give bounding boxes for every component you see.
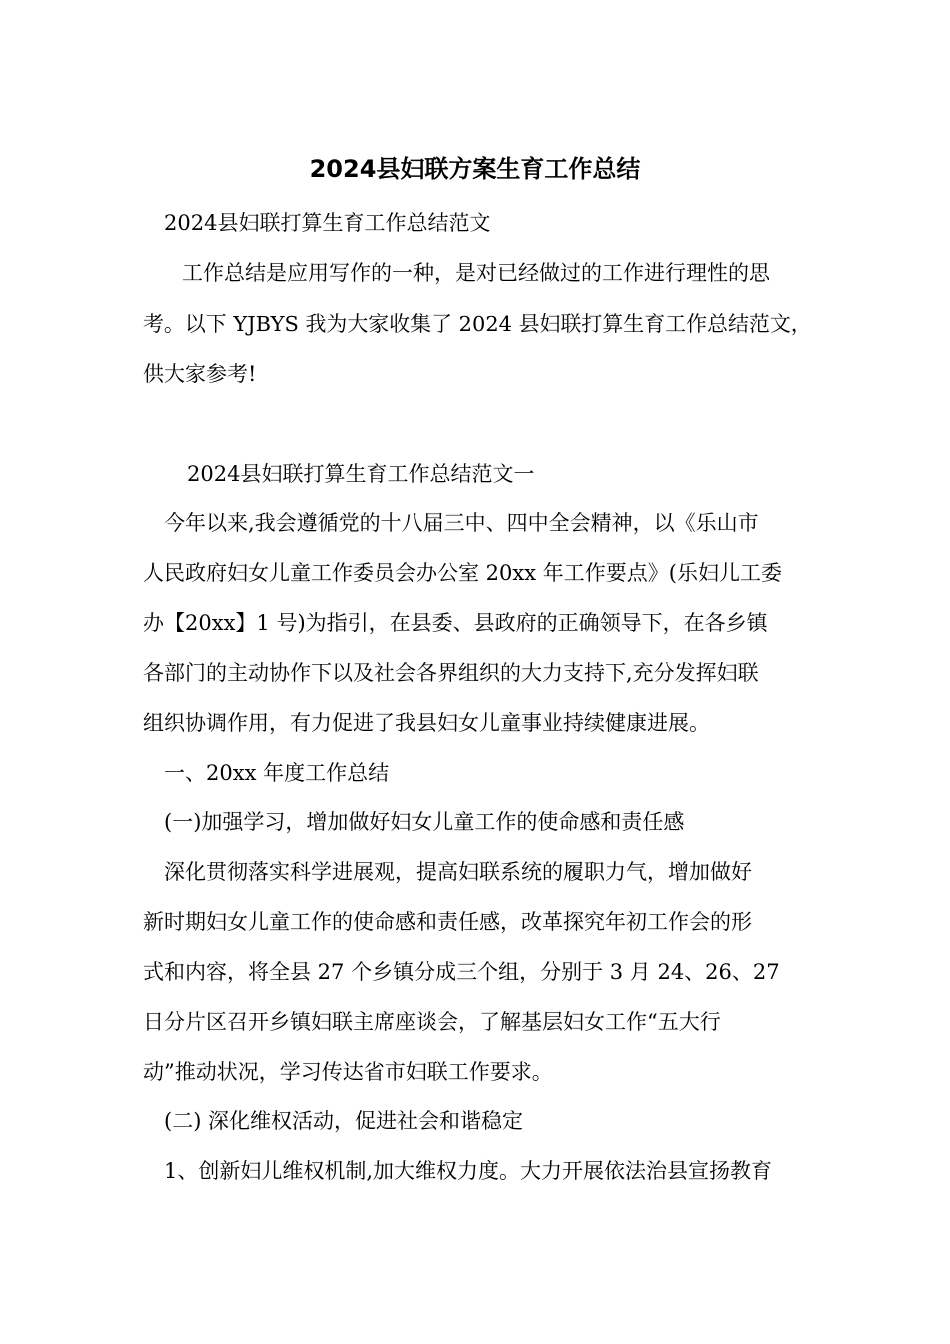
paragraph-line: 供大家参考! [143,362,257,386]
section-heading: (一)加强学习，增加做好妇女儿童工作的使命感和责任感 [164,810,685,834]
paragraph-line: 人民政府妇女儿童工作委员会办公室 20xx 年工作要点》(乐妇儿工委 [143,561,782,585]
paragraph-line: 考。以下 YJBYS 我为大家收集了 2024 县妇联打算生育工作总结范文， [143,312,812,336]
paragraph-line: 深化贯彻落实科学进展观，提高妇联系统的履职力气，增加做好 [164,860,752,884]
section-heading: (二) 深化维权活动，促进社会和谐稳定 [164,1109,524,1133]
paragraph-line: 各部门的主动协作下以及社会各界组织的大力支持下,充分发挥妇联 [143,661,759,685]
section-heading: 一、20xx 年度工作总结 [164,761,390,785]
paragraph-line: 今年以来,我会遵循党的十八届三中、四中全会精神，以《乐山市 [164,511,759,535]
paragraph-line: 式和内容，将全县 27 个乡镇分成三个组，分别于 3 月 24、26、27 [143,960,780,984]
document-title: 2024县妇联方案生育工作总结 [309,155,641,183]
paragraph-line: 日分片区召开乡镇妇联主席座谈会，了解基层妇女工作“五大行 [143,1010,721,1034]
paragraph-line: 1、创新妇儿维权机制,加大维权力度。大力开展依法治县宣扬教育 [164,1159,773,1183]
paragraph-line: 新时期妇女儿童工作的使命感和责任感，改革探究年初工作会的形 [143,910,752,934]
paragraph-line: 工作总结是应用写作的一种，是对已经做过的工作进行理性的思 [182,261,770,285]
section-heading: 2024县妇联打算生育工作总结范文一 [187,462,535,486]
paragraph-line: 动”推动状况，学习传达省市妇联工作要求。 [143,1060,553,1084]
paragraph-line: 组织协调作用，有力促进了我县妇女儿童事业持续健康进展。 [143,711,710,735]
paragraph-line: 办【20xx】1 号)为指引，在县委、县政府的正确领导下，在各乡镇 [143,611,768,635]
subtitle-line: 2024县妇联打算生育工作总结范文 [164,211,491,235]
